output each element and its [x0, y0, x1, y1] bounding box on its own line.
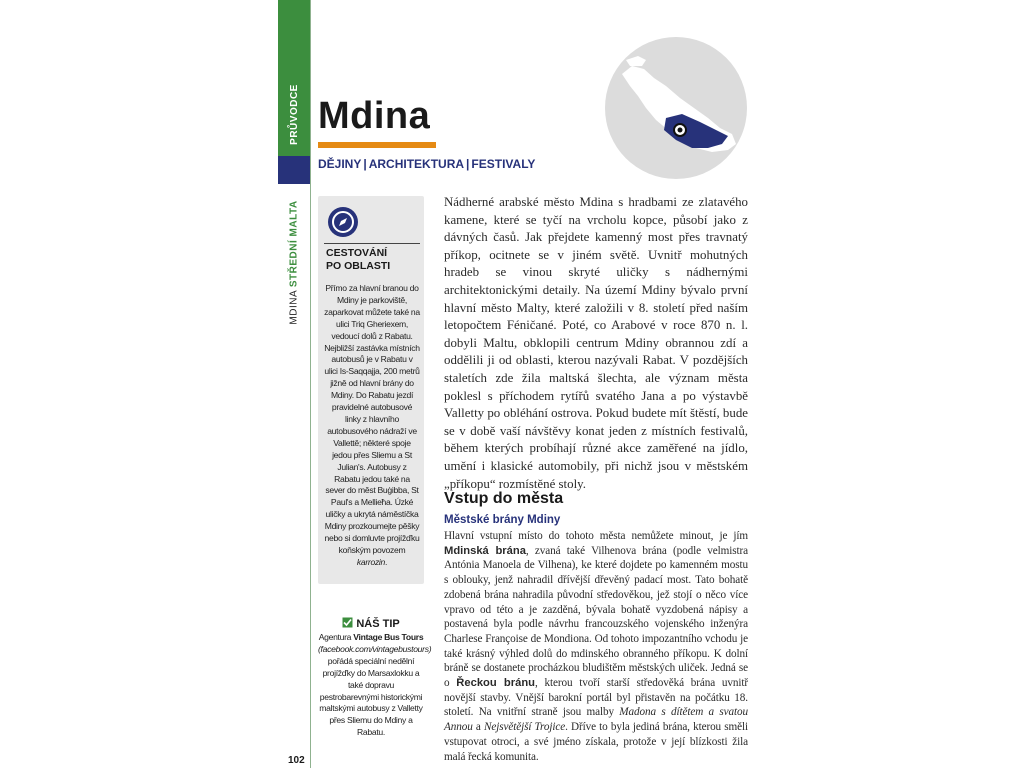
tag: FESTIVALY: [471, 157, 536, 171]
section-tab-accent: [278, 156, 310, 184]
section-body: Hlavní vstupní místo do tohoto města nemůžete minout, je jím Mdinská brána, zvaná také Vilhenova brána (podle velmistra Antónia Manoela de Vilhena), ke které dojdete po kamenném mostu s oblouky, jenž nahradil dřívější dřevěný padací most. Tato bohatě zdobená brána nahradila původní středověkou, jež stojí o něco více vpravo od této a je zazděná, bývala bohatě vyzdobená nápisy a postavená byla podle návrhu francouzského vojenského inženýra Charlese Françoise de Mondiona. Od tohoto impozantního vchodu je také krásný výhled dolů do mdinského obranného příkopu. K dolní bráně se dostanete procházkou bludištěm městských uliček. Jedná se o Řeckou bránu, kterou tvoří starší středověká brána uvnitř novější stavby. Vnější barokní portál byl přistavěn na počátku 18. století. Na vnitřní straně jsou malby Madona s dítětem a svatou Annou a Nejsvětější Trojice. Dříve to byla jediná brána, kterou směli vstupovat otroci, a své jméno získala, protože v její blízkosti žila malá řecká komunita.: [444, 530, 749, 763]
title-underline: [318, 142, 436, 148]
compass-icon: [327, 206, 359, 238]
sidebar-body: Přímo za hlavní branou do Mdiny je parkoviště, zaparkovat můžete také na ulici Triq Gheriexem, vedoucí dolů z Rabatu. Nejbližší zastávka místních autobusů je v Rabatu v ulici Is-Saqqajja, 200 metrů jižně od hlavní brány do Mdiny. Do Rabatu jezdí pravidelné autobusové linky z hlavního autobusového nádraží ve Vallettě; některé spoje jedou přes Sliemu a St Julian's. Autobusy z Rabatu jedou také na sever do měst Buġibba, St Paul's a Mellieħa. Úzké uličky a ukrytá náměstíčka Mdiny prozkoumejte pěšky nebo si domluvte projížďku koňským povozem karrozin.: [324, 283, 420, 567]
running-header-region: STŘEDNÍ MALTA: [288, 200, 300, 288]
sidebar-rule: [324, 243, 420, 244]
sidebar-heading: CESTOVÁNÍ PO OBLASTI: [326, 247, 391, 272]
tip-heading: NÁŠ TIP: [318, 617, 424, 630]
checkbox-icon: [342, 617, 353, 628]
topic-tags: DĚJINY | ARCHITEKTURA | FESTIVALY: [318, 157, 536, 171]
locator-map: [604, 36, 748, 180]
page-title: Mdina: [318, 95, 431, 137]
tip-body: Agentura Vintage Bus Tours (facebook.com/vintagebustours) pořádá speciální nedělní projížďky do Marsaxlokku a také dopravu pestrobarevnými historickými maltskými autobusy z Valletty přes Sliemu do Mdiny a Rabatu.: [318, 632, 432, 738]
tag: ARCHITEKTURA: [368, 157, 465, 171]
section-tab: [278, 0, 310, 156]
section-heading: Vstup do města: [444, 490, 564, 507]
running-header-place: MDINA: [288, 290, 300, 325]
running-header: [278, 198, 310, 328]
page-number: 102: [288, 755, 305, 766]
intro-paragraph: Nádherné arabské město Mdina s hradbami ze zlatavého kamene, které se tyčí na vrcholu kopce, působí jako z dávných časů. Jak přejdete kamenný most přes travnatý příkop, ocitnete se v jiném světě. Uvnitř mohutných hradeb se vinou skryté uličky s nádhernými architektonickými detaily. Na území Mdiny bývalo první hlavní město Malty, které založili v 8. století před naším letopočtem Féničané. Poté, co Arabové v roce 870 n. l. dobyli Maltu, obklopili centrum Mdiny obrannou zdí a oddělili ji od oblasti, kterou nazývali Rabat. V pozdějších staletích zde žila maltská šlechta, ale význam města poklesl s příchodem rytířů svatého Jana a po výstavbě Valletty po obléhání ostrova. Pokud budete mít štěstí, bude se v době vaší návštěvy konat jeden z místních festivalů, během kterých probíhají různé akce zaměřené na jídlo, umění i klasické automobily, při nichž jsou v městském „příkopu“ rozmístěné stoly.: [444, 195, 748, 491]
margin-rule: [310, 0, 311, 768]
section-tab-label: PRŮVODCE: [288, 84, 300, 145]
tag: DĚJINY: [318, 157, 362, 171]
section-subheading: Městské brány Mdiny: [444, 514, 561, 526]
